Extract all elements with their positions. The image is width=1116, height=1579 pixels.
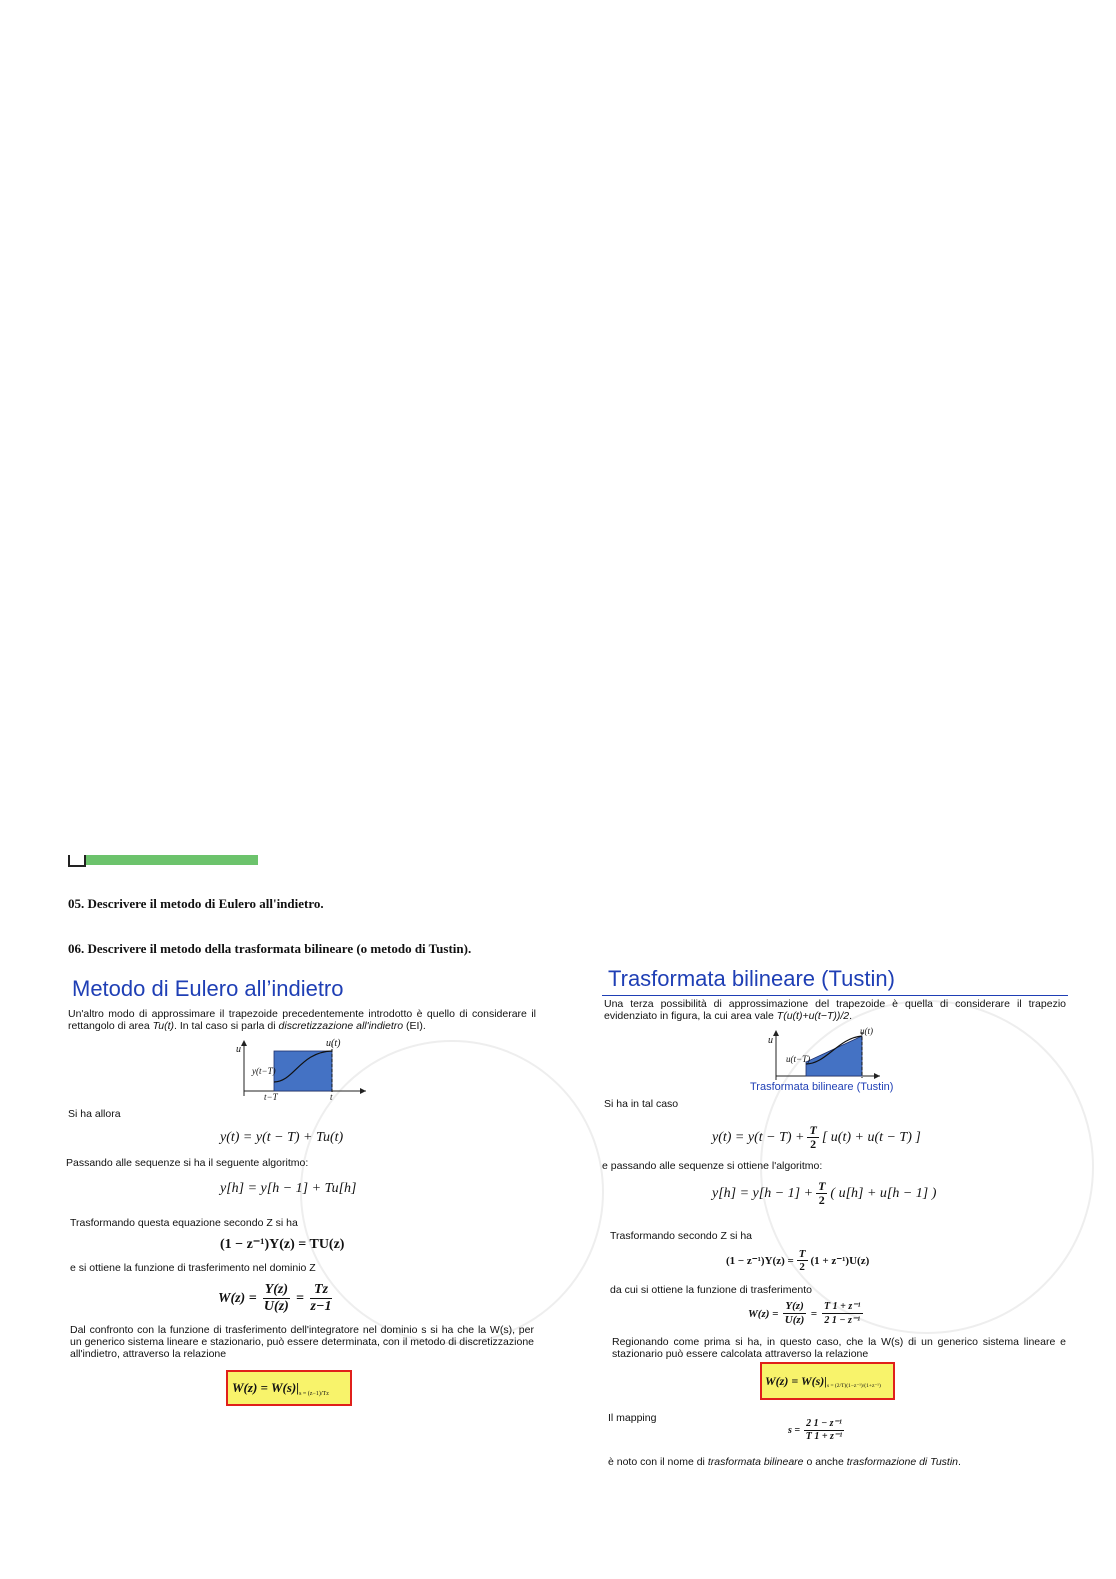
eulero-w-text: e si ottiene la funzione di trasferimento nel dominio Z: [70, 1262, 316, 1274]
tustin-fig-utT-label: u(t−T): [786, 1054, 811, 1064]
checkbox-remnant: [68, 855, 86, 867]
tustin-end-text: è noto con il nome di trasformata bilineare o anche trasformazione di Tustin.: [608, 1456, 961, 1468]
eulero-result-box: W(z) = W(s)| s = (z−1)/Tz: [226, 1370, 352, 1406]
slide-title-tustin: Trasformata bilineare (Tustin): [608, 966, 895, 991]
question-05: 05. Descrivere il metodo di Eulero all'indietro.: [68, 896, 324, 911]
tustin-si-ha: Si ha in tal caso: [604, 1098, 679, 1110]
tustin-figure: [764, 1028, 884, 1082]
eulero-fig-tT-label: t−T: [264, 1092, 278, 1102]
eulero-seq-text: Passando alle sequenze si ha il seguente algoritmo:: [66, 1157, 309, 1169]
tustin-title-rule: [602, 995, 1068, 996]
eulero-si-ha: Si ha allora: [68, 1108, 121, 1120]
tustin-z-text: Trasformando secondo Z si ha: [610, 1230, 753, 1242]
tustin-eq-discrete: y[h] = y[h − 1] + $\frac{T}{2}$ ( u[h] + u[h − 1] ): [712, 1179, 937, 1207]
question-06: 06. Descrivere il metodo della trasformata bilineare (o metodo di Tustin).: [68, 941, 472, 956]
slide-tustin: [598, 958, 1070, 1474]
tustin-result-box: W(z) = W(s)| s = (2/T)(1−z⁻¹)/(1+z⁻¹): [760, 1362, 895, 1400]
tustin-w-text: da cui si ottiene la funzione di trasferimento: [610, 1284, 812, 1296]
tustin-eq-continuous: y(t) = y(t − T) + $\frac{T}{2}$ [ u(t) + u(t − T) ]: [712, 1123, 921, 1151]
eulero-eq-discrete: y[h] = y[h − 1] + Tu[h]: [220, 1181, 357, 1196]
eulero-fig-t-label: t: [330, 1092, 333, 1102]
green-highlight-remnant: [86, 855, 258, 865]
tustin-eq-transfer: W(z) = $\frac{Y(z)}{U(z)}$ = $\frac{\text{T 1 + z⁻¹}}{\text{2 1 − z⁻¹}}$: [748, 1300, 861, 1326]
eulero-eq-transfer: W(z) = $\frac{Y(z)}{U(z)}$ = $\frac{Tz}{z-1}$: [218, 1282, 332, 1314]
slide-eulero: [64, 966, 540, 1416]
eulero-eq-continuous: y(t) = y(t − T) + Tu(t): [220, 1130, 344, 1145]
eulero-rectangle-area: [274, 1051, 332, 1091]
tustin-eq-mapping: s = $\frac{\text{2 1 − z⁻¹}}{\text{T 1 + z⁻¹}}$: [788, 1418, 843, 1442]
eulero-eq-z: (1 − z⁻¹)Y(z) = TU(z): [220, 1237, 345, 1252]
eulero-intro: Un'altro modo di approssimare il trapezoide precedentemente introdotto è quello di considerare il rettangolo di area Tu(t). In tal caso si parla di discretizzazione all'indietro (EI).: [68, 1008, 536, 1032]
eulero-fig-u-label: u: [236, 1044, 241, 1055]
tustin-fig-caption: Trasformata bilineare (Tustin): [750, 1081, 894, 1093]
eulero-fig-ut-label: u(t): [326, 1038, 341, 1049]
slide-title-eulero: Metodo di Eulero all’indietro: [72, 976, 344, 1001]
tustin-trapezoid-area: [806, 1036, 862, 1076]
tustin-mapping-text: Il mapping: [608, 1412, 657, 1424]
eulero-confronto-text: Dal confronto con la funzione di trasferimento dell'integratore nel dominio s si ha che la W(s), per un generico sistema lineare e stazionario, può essere determinata, con il metodo di discretizzazione all'indietro, attraverso la relazione: [70, 1324, 534, 1360]
tustin-fig-ut-label: u(t): [860, 1026, 873, 1036]
eulero-z-text: Trasformando questa equazione secondo Z si ha: [70, 1217, 298, 1229]
eulero-fig-ytT-label: y(t−T): [252, 1066, 276, 1076]
tustin-fig-u-label: u: [768, 1035, 773, 1046]
tustin-ragionando-text: Regionando come prima si ha, in questo caso, che la W(s) di un generico sistema lineare e stazionario può essere calcolata attraverso la relazione: [612, 1336, 1066, 1360]
tustin-intro: Una terza possibilità di approssimazione del trapezoide è quella di considerare il trapezio evidenziato in figura, la cui area vale T(u(t)+u(t−T))/2.: [604, 998, 1066, 1022]
tustin-seq-text: e passando alle sequenze si ottiene l'algoritmo:: [602, 1160, 823, 1172]
tustin-eq-z: (1 − z⁻¹)Y(z) = $\frac{T}{2}$ (1 + z⁻¹)U(z): [726, 1248, 870, 1273]
